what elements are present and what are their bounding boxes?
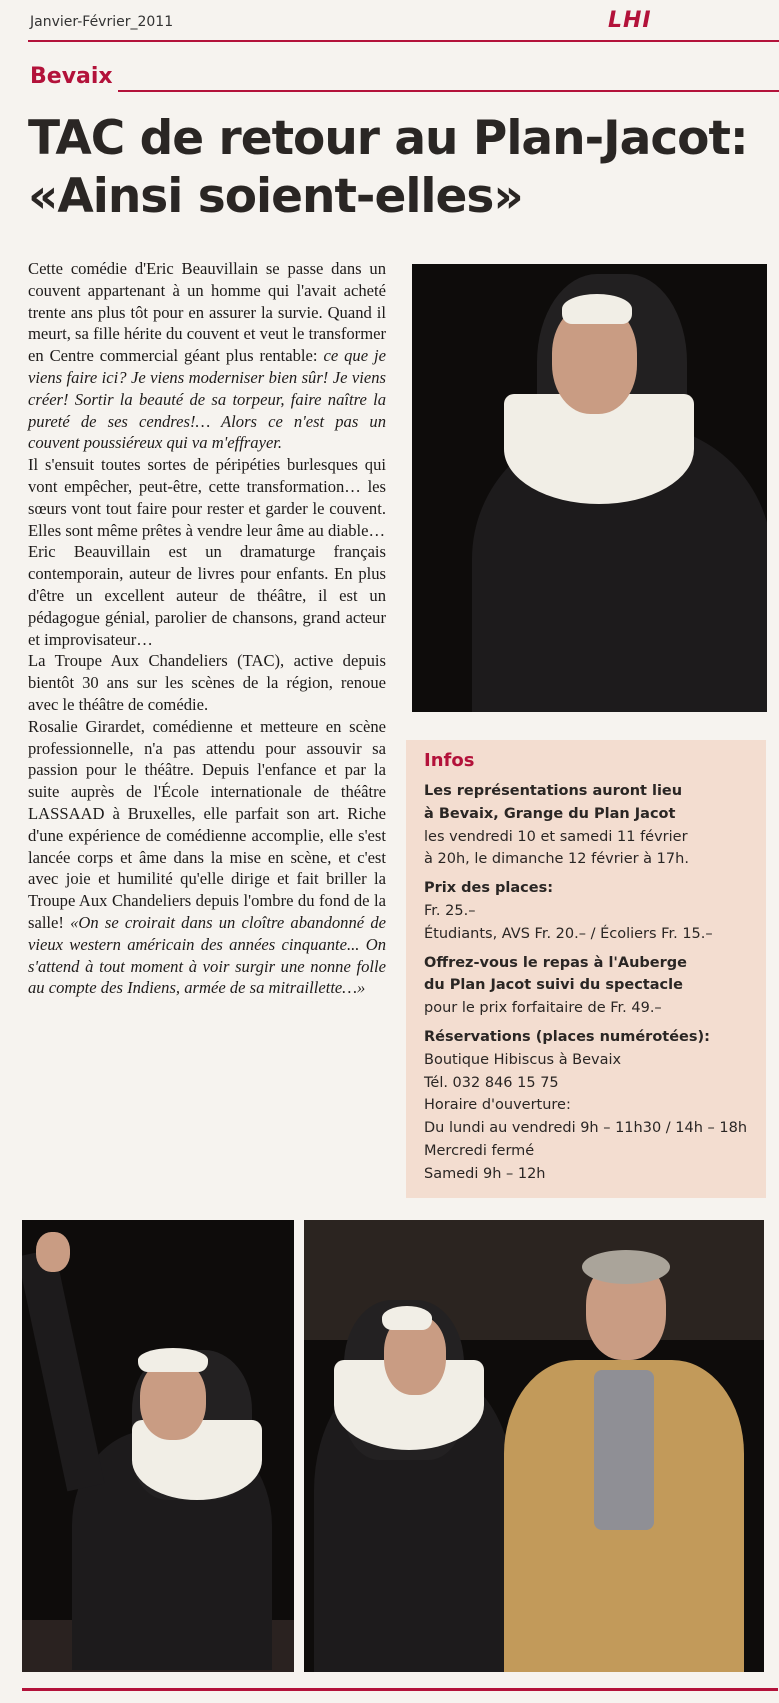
- headline-line-1: TAC de retour au Plan-Jacot:: [28, 111, 748, 166]
- publication-logo: LHI: [608, 8, 652, 33]
- performances-heading-2: à Bevaix, Grange du Plan Jacot: [424, 805, 676, 822]
- paragraph-1-text: Cette comédie d'Eric Beauvillain se passe dans un couvent appartenant à un homme qui l'avait acheté trente ans plus tôt pour en assurer la survie. Quand il meurt, sa fille hérite du couvent et veut le transformer en Centre commercial géant plus rentable:: [28, 259, 386, 366]
- article-headline: [28, 110, 778, 226]
- info-title: Infos: [424, 750, 475, 771]
- paragraph-2: Il s'ensuit toutes sortes de péripéties burlesques qui vont empêcher, peut-être, cette transformation… les sœurs vont tout faire pour rester et garder le couvent. Elles sont même prêtes à vendre leur âme au diable…: [28, 455, 386, 540]
- issue-date: Janvier-Février_2011: [30, 14, 174, 30]
- info-body: [424, 780, 760, 1186]
- paragraph-1: [28, 258, 386, 454]
- meal-offer-price: pour le prix forfaitaire de Fr. 49.–: [424, 1000, 662, 1017]
- opening-hours-saturday: Samedi 9h – 12h: [424, 1165, 546, 1182]
- performances-dates-1: les vendredi 10 et samedi 11 février: [424, 828, 688, 845]
- performances-heading-1: Les représentations auront lieu: [424, 783, 683, 799]
- reservations-shop: Boutique Hibiscus à Bevaix: [424, 1051, 622, 1068]
- opening-hours-weekdays: Du lundi au vendredi 9h – 11h30 / 14h – 18h: [424, 1120, 748, 1137]
- paragraph-3: Eric Beauvillain est un dramaturge français contemporain, auteur de livres pour enfants. En plus d'être un excellent auteur de théâtre, il est un pédagogue génial, parolier de chansons, grand acteur et improvisateur…: [28, 542, 386, 649]
- reservations-phone: Tél. 032 846 15 75: [424, 1074, 559, 1091]
- paragraph-5-text: Rosalie Girardet, comédienne et metteure en scène professionnelle, n'a pas attendu pour assouvir sa passion pour le théâtre. Depuis l'enfance et par la suite auprès de l'École internationale de théâtre LASSAAD à Bruxelles, elle parfait son art. Riche d'une expérience de comédienne accomplie, elle s'est lancée corps et âme dans la mise en scène, et c'est avec joie et humilité qu'elle dirige et fait briller la Troupe Aux Chandeliers depuis l'ombre du fond de la salle!: [28, 716, 386, 932]
- meal-offer-heading-2: du Plan Jacot suivi du spectacle: [424, 977, 683, 994]
- paragraph-1-quote: ce que je viens faire ici? Je viens moderniser bien sûr! Je viens créer! Sortir la beauté de sa torpeur, faire naître la pureté de ses cendres!… Alors ce n'est pas un couvent poussiéreux qui va m'effrayer.: [28, 346, 387, 453]
- performances-dates-2: à 20h, le dimanche 12 février à 17h.: [424, 851, 689, 868]
- paragraph-5-quote: «On se croirait dans un cloître abandonné de vieux western américain des années cinquante... On s'attend à tout moment à voir surgir une nonne folle au compte des Indiens, armée de sa mitraillette…»: [28, 912, 386, 998]
- section-rule: [118, 90, 779, 92]
- price-standard: Fr. 25.–: [424, 902, 476, 919]
- header-rule: [28, 40, 779, 42]
- reservations-heading: Réservations (places numérotées):: [424, 1028, 710, 1045]
- article-body: [28, 258, 386, 999]
- opening-hours-label: Horaire d'ouverture:: [424, 1097, 571, 1114]
- headline-line-2: «Ainsi soient-elles»: [28, 169, 523, 224]
- section-label: Bevaix: [30, 64, 113, 89]
- footer-rule: [22, 1688, 778, 1691]
- opening-hours-wednesday: Mercredi fermé: [424, 1142, 535, 1159]
- price-reduced: Étudiants, AVS Fr. 20.– / Écoliers Fr. 15.–: [424, 925, 713, 942]
- prices-heading: Prix des places:: [424, 880, 554, 897]
- info-box: [406, 740, 766, 1198]
- paragraph-4: La Troupe Aux Chandeliers (TAC), active depuis bientôt 30 ans sur les scènes de la région, renoue avec le théâtre de comédie.: [28, 651, 386, 714]
- photo-nun-portrait: [412, 264, 767, 712]
- photo-nun-and-man: [304, 1220, 764, 1672]
- photo-nun-raised-fist: [22, 1220, 294, 1672]
- meal-offer-heading-1: Offrez-vous le repas à l'Auberge: [424, 954, 687, 971]
- paragraph-5: [28, 716, 386, 999]
